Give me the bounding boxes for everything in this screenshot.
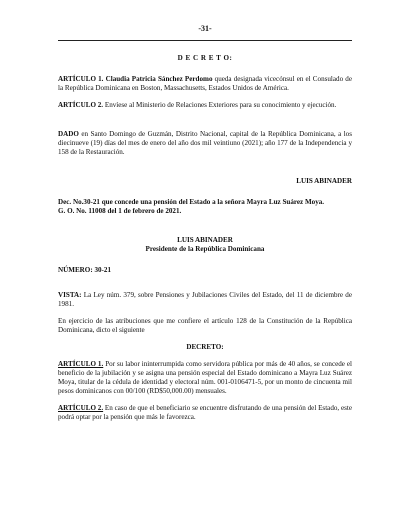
article-2 [58,101,352,110]
article-1b-text: Por su labor ininterrumpida como servidora pública por más de 40 años, se concede el beneficio de la jubilación y se asigna una pensión especial del Estado dominicano a Mayra Luz Suárez Moya, titular de la cédula de identidad y electoral núm. 001-0106471-5, por un monto de cincuenta mil pesos dominicanos con 00/100 (RD$50,000.00) mensuales. [58,360,353,395]
article-2b [58,404,352,422]
dado-paragraph [58,130,352,157]
document-body [58,54,352,422]
article-1b [58,360,352,396]
vista-paragraph [58,291,352,309]
decreto-heading-2: DECRETO: [186,343,224,351]
article-2-label: ARTÍCULO 2. [58,101,104,109]
article-2-text: Envíese al Ministerio de Relaciones Exteriores para su conocimiento y ejecución. [104,101,337,109]
article-1b-label: ARTÍCULO 1. [58,360,104,368]
article-1-label: ARTÍCULO 1. [58,75,104,83]
decree-title [58,198,352,216]
decree-number: NÚMERO: 30-21 [58,266,111,274]
header-rule [58,40,352,41]
ejercicio-paragraph: En ejercicio de las atribuciones que me confiere el artículo 128 de la Constitución de la República Dominicana, dicto el siguiente [58,317,352,334]
vista-label: VISTA: [58,291,82,299]
page-number: -31- [198,24,212,33]
article-1 [58,75,352,93]
signature-1: LUIS ABINADER [296,177,352,185]
article-2b-label: ARTÍCULO 2. [58,404,104,412]
article-1-text: queda designada vicecónsul en el Consulado de la República Dominicana en Boston, Massachusetts, Estados Unidos de América. [58,75,352,92]
vista-text: La Ley núm. 379, sobre Pensiones y Jubilaciones Civiles del Estado, del 11 de diciembre de 1981. [58,291,352,308]
president-title: Presidente de la República Dominicana [145,245,265,253]
article-2b-text: En caso de que el beneficiario se encuentre disfrutando de una pensión del Estado, este podrá optar por la pensión que más le favorezca. [58,404,353,421]
decreto-heading: D E C R E T O: [177,54,233,62]
article-1-name: Claudia Patricia Sánchez Perdomo [105,75,213,83]
decree-title-line1: Dec. No.30-21 que concede una pensión del Estado a la señora Mayra Luz Suárez Moya. [58,198,325,206]
president-name: LUIS ABINADER [177,236,233,244]
decree-title-line2: G. O. No. 11008 del 1 de febrero de 2021. [58,207,182,215]
dado-label: DADO [58,130,79,138]
dado-text: en Santo Domingo de Guzmán, Distrito Nacional, capital de la República Dominicana, a los diecinueve (19) días del mes de enero del año dos mil veintiuno (2021); año 177 de la Independencia y 158 de la Restauración. [58,130,352,156]
